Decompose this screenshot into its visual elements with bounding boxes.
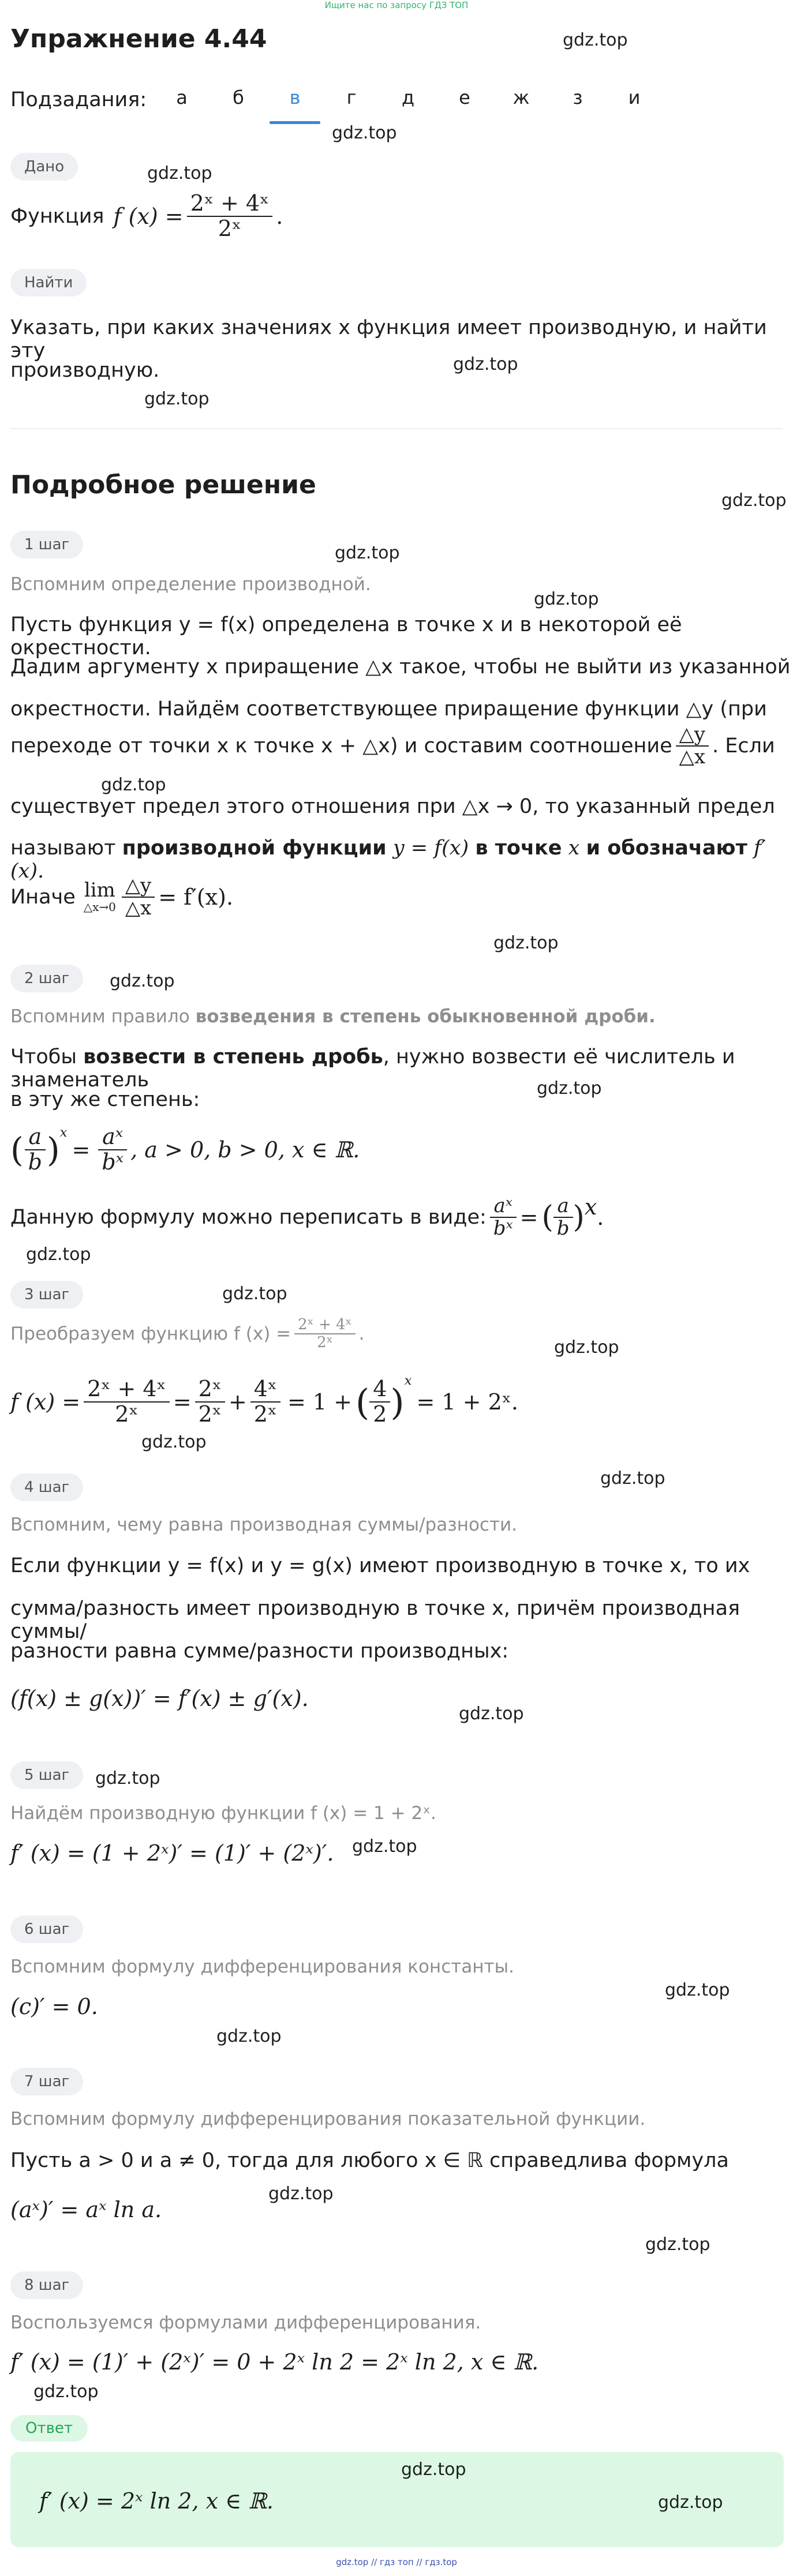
paren-close: )	[390, 1381, 405, 1423]
step-1-ratio	[676, 724, 709, 768]
watermark: gdz.top	[26, 1244, 91, 1265]
tab-a[interactable]: а	[176, 87, 188, 108]
s3-den1: 2ˣ	[115, 1401, 139, 1427]
axbx-frac	[98, 1125, 127, 1175]
answer-pill: Ответ	[10, 2415, 88, 2442]
step-1-line-2: Дадим аргументу x приращение △x такое, чтобы не выйти из указанной	[10, 655, 791, 678]
divider	[10, 428, 783, 429]
given-num: 2ˣ + 4ˣ	[187, 192, 273, 217]
step-6-pill: 6 шаг	[10, 1915, 83, 1943]
watermark: gdz.top	[645, 2234, 710, 2255]
s3-eq1: =	[173, 1389, 192, 1415]
tab-v[interactable]: в	[289, 87, 301, 108]
lim-den: △x	[125, 897, 152, 920]
ratio-num: △y	[676, 724, 709, 747]
s3-plus: +	[228, 1389, 247, 1415]
step-2-line-1	[10, 1045, 793, 1092]
s3-den2: 2ˣ	[198, 1401, 222, 1427]
s1-l6b: производной функции	[122, 837, 387, 860]
step-8-pill: 8 шаг	[10, 2271, 83, 2299]
ab-cond: , a > 0, b > 0, x ∈ ℝ.	[130, 1137, 360, 1163]
step-1-line-3: окрестности. Найдём соответствующее приращение функции △y (при	[10, 698, 767, 721]
step-3-note	[10, 1311, 364, 1357]
s3-exp: x	[404, 1373, 412, 1388]
solution-title: Подробное решение	[10, 470, 316, 500]
step-2-pill: 2 шаг	[10, 965, 83, 992]
ab-den: b	[28, 1149, 42, 1175]
step-4-formula: (f(x) ± g(x))′ = f′(x) ± g′(x).	[10, 1686, 309, 1711]
find-line-2: производную.	[10, 359, 160, 382]
s2-note-b: возведения в степень обыкновенной дроби.	[195, 1006, 656, 1027]
s1-l6d: в точке	[475, 837, 562, 860]
watermark: gdz.top	[110, 971, 175, 991]
step-4-line-3: разности равна сумме/разности производных:	[10, 1640, 509, 1663]
page-title: Упражнение 4.44	[10, 24, 267, 54]
watermark: gdz.top	[335, 543, 400, 563]
watermark: gdz.top	[600, 1468, 665, 1488]
step-7-pill: 7 шаг	[10, 2068, 83, 2095]
watermark: gdz.top	[537, 1078, 602, 1098]
watermark: gdz.top	[721, 490, 787, 511]
watermark: gdz.top	[459, 1704, 524, 1724]
step-7-note: Вспомним формулу дифференцирования показательной функции.	[10, 2109, 646, 2129]
bx-den: bˣ	[102, 1149, 124, 1175]
find-line-1: Указать, при каких значениях x функция имеет производную, и найти эту	[10, 316, 767, 362]
paren-close: )	[46, 1130, 60, 1169]
step-5-pill: 5 шаг	[10, 1761, 83, 1789]
given-lhs: f (x) =	[113, 204, 184, 229]
watermark: gdz.top	[141, 1432, 207, 1452]
step-2-formula	[10, 1118, 360, 1182]
step-2-line-3	[10, 1188, 604, 1246]
step-4-note: Вспомним, чему равна производная суммы/разности.	[10, 1514, 518, 1535]
s2-l3-den: bˣ	[493, 1217, 513, 1240]
s2-l3-pfrac	[553, 1195, 573, 1240]
step-1-note: Вспомним определение производной.	[10, 574, 371, 595]
given-den: 2ˣ	[218, 216, 242, 241]
watermark: gdz.top	[268, 2184, 334, 2204]
ratio-den: △x	[679, 745, 705, 768]
step-2-line-2: в эту же степень:	[10, 1088, 200, 1111]
s2-l3-pden: b	[556, 1217, 570, 1240]
ab-frac	[25, 1125, 46, 1175]
step-7-formula: (aˣ)′ = aˣ ln a.	[10, 2197, 162, 2222]
step-1-line-4-text: переходе от точки x к точке x + △x) и составим соотношение	[10, 734, 672, 758]
step-5-formula: f′ (x) = (1 + 2ˣ)′ = (1)′ + (2ˣ)′.	[10, 1840, 334, 1866]
step-1-pill: 1 шаг	[10, 531, 83, 558]
s2-l3-eq: =	[519, 1205, 538, 1230]
watermark: gdz.top	[144, 389, 210, 409]
watermark: gdz.top	[33, 2382, 99, 2402]
s2-l3-frac	[490, 1195, 517, 1240]
watermark: gdz.top	[453, 354, 518, 374]
s2-l3: Данную формулу можно переписать в виде:	[10, 1206, 487, 1229]
step-1-line-4-end: . Если	[712, 734, 775, 758]
watermark: gdz.top	[493, 933, 559, 953]
s3-num1: 2ˣ + 4ˣ	[84, 1377, 170, 1403]
s2-l1a: Чтобы	[10, 1045, 77, 1068]
lim-num: △y	[122, 875, 155, 898]
step-4-line-2: сумма/разность имеет производную в точке x, причём производная суммы/	[10, 1597, 740, 1643]
find-pill: Найти	[10, 269, 87, 297]
step-8-formula: f′ (x) = (1)′ + (2ˣ)′ = 0 + 2ˣ ln 2 = 2ˣ ln 2, x ∈ ℝ.	[10, 2349, 539, 2375]
step-3-pill: 3 шаг	[10, 1281, 83, 1308]
s1-l6g: f′(x).	[10, 837, 766, 883]
watermark: gdz.top	[563, 30, 628, 50]
tab-e[interactable]: е	[459, 87, 470, 108]
s3-num2: 2ˣ	[195, 1377, 225, 1403]
subtasks-label: Подзадания:	[10, 88, 147, 111]
s3-frac2	[195, 1377, 225, 1427]
given-pill: Дано	[10, 153, 78, 181]
paren-open: (	[10, 1130, 24, 1169]
step-6-note: Вспомним формулу дифференцирования константы.	[10, 1956, 514, 1977]
s3-lhs: f (x) =	[10, 1389, 81, 1415]
given-fraction	[187, 192, 273, 241]
s3-frac3	[250, 1377, 280, 1427]
watermark: gdz.top	[222, 1284, 287, 1304]
given-dot: .	[276, 204, 283, 229]
s3-num3: 4ˣ	[250, 1377, 280, 1403]
s2-l3-num: aˣ	[490, 1195, 517, 1218]
s3-note: Преобразуем функцию f (x) =	[10, 1323, 291, 1344]
s1-l6c: y = f(x)	[392, 837, 469, 860]
s2-note-a: Вспомним правило	[10, 1006, 190, 1027]
s3-note-end: .	[358, 1323, 365, 1344]
tab-i[interactable]: и	[628, 87, 641, 108]
ax-num: aˣ	[98, 1125, 127, 1150]
s3-frac1	[84, 1377, 170, 1427]
limit-ratio	[122, 875, 155, 920]
step-7-line-1: Пусть a > 0 и a ≠ 0, тогда для любого x ∈ ℝ справедлива формула	[10, 2149, 729, 2172]
s3-pnum: 4	[369, 1377, 390, 1403]
top-promo-note[interactable]: Ищите нас по запросу ГДЗ ТОП	[324, 0, 469, 10]
s2-l3-exp: x	[584, 1194, 597, 1220]
watermark: gdz.top	[147, 163, 212, 183]
s3-note-frac	[294, 1317, 355, 1351]
watermark: gdz.top	[534, 589, 599, 609]
step-1-line-4	[10, 720, 775, 772]
watermark: gdz.top	[332, 123, 397, 143]
lim-word: lim	[84, 879, 115, 902]
watermark: gdz.top	[658, 2492, 723, 2513]
s1-l7a: Иначе	[10, 886, 76, 909]
step-3-formula	[10, 1367, 518, 1437]
given-line	[10, 185, 283, 248]
step-1-line-7	[10, 865, 233, 929]
step-1-line-5: существует предел этого отношения при △x → 0, то указанный предел	[10, 795, 775, 818]
s3-note-den: 2ˣ	[317, 1334, 333, 1351]
s1-l6f: и обозначают	[586, 837, 747, 860]
step-1-line-1: Пусть функция y = f(x) определена в точке x и в некоторой её окрестности.	[10, 613, 682, 659]
s2-l1b: возвести в степень дробь	[83, 1045, 383, 1068]
limit	[84, 880, 116, 914]
s2-l3-pnum: a	[553, 1195, 573, 1218]
s3-end: = 1 + 2ˣ.	[416, 1389, 518, 1415]
eq: =	[72, 1137, 91, 1163]
tab-b[interactable]: б	[233, 87, 244, 108]
paren-close: )	[573, 1200, 585, 1235]
s2-l3-end: .	[597, 1205, 604, 1230]
paren-open: (	[541, 1200, 553, 1235]
subtask-tabs	[164, 87, 641, 119]
answer-formula: f′ (x) = 2ˣ ln 2, x ∈ ℝ.	[39, 2488, 274, 2514]
watermark: gdz.top	[216, 2026, 282, 2046]
paren-open: (	[356, 1381, 370, 1423]
tab-zh[interactable]: ж	[513, 87, 530, 108]
s3-eq2: = 1 +	[287, 1389, 353, 1415]
ab-exp: x	[59, 1125, 68, 1140]
s1-l6e: x	[568, 837, 580, 860]
active-tab-indicator	[270, 121, 320, 124]
watermark: gdz.top	[665, 1980, 730, 2000]
step-8-note: Воспользуемся формулами дифференцирования.	[10, 2312, 481, 2333]
tab-z[interactable]: з	[573, 87, 583, 108]
step-4-line-1: Если функции y = f(x) и y = g(x) имеют производную в точке x, то их	[10, 1554, 750, 1577]
given-lead: Функция	[10, 205, 104, 228]
step-2-note	[10, 1006, 656, 1027]
lim-sub: △x→0	[83, 900, 116, 914]
watermark: gdz.top	[352, 1836, 417, 1857]
tab-d[interactable]: д	[401, 87, 415, 108]
s3-pden: 2	[373, 1401, 387, 1427]
s3-note-num: 2ˣ + 4ˣ	[294, 1317, 355, 1334]
watermark: gdz.top	[101, 775, 166, 795]
bottom-links[interactable]: gdz.top // гдз топ // гдз.top	[336, 2557, 457, 2567]
step-6-formula: (c)′ = 0.	[10, 1994, 98, 2019]
s2-l1c: , нужно возвести её числитель и знаменатель	[10, 1045, 735, 1092]
s1-l7b: = f′(x).	[158, 884, 234, 910]
watermark: gdz.top	[554, 1337, 619, 1358]
step-5-note: Найдём производную функции f (x) = 1 + 2ˣ.	[10, 1803, 436, 1824]
watermark: gdz.top	[95, 1768, 160, 1788]
ab-num: a	[25, 1125, 46, 1150]
s3-den3: 2ˣ	[253, 1401, 277, 1427]
watermark: gdz.top	[401, 2459, 466, 2480]
tab-g[interactable]: г	[346, 87, 357, 108]
s1-l6a: называют	[10, 837, 116, 860]
step-4-pill: 4 шаг	[10, 1473, 83, 1501]
s3-pfrac	[369, 1377, 390, 1427]
